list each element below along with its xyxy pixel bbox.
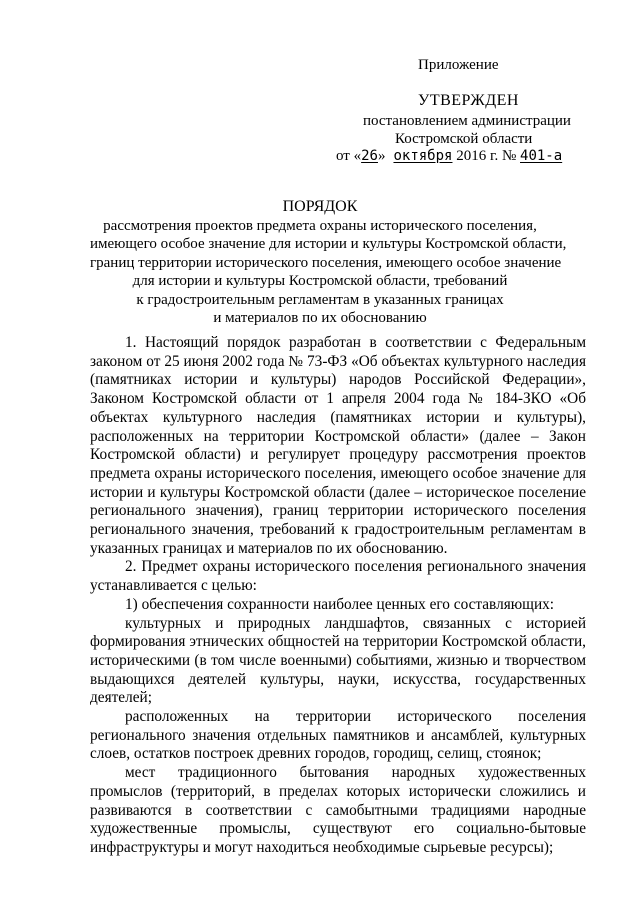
document-subtitle [90,217,567,328]
paragraph-2-subitem-monuments: расположенных на территории исторического поселения регионального значения отдельных памятников и ансамблей, культурных слоев, остатков построек древних городов, городищ, селищ, стоянок; [90,708,586,763]
paragraph-2-subitem-crafts: мест традиционного бытования народных художественных промыслов (территорий, в пределах которых исторически сложились и развиваются в соответствии с самобытными традициями народные художественные промыслы, существуют его социально-бытовые инфраструктуры и могут находиться необходимые сырьевые ресурсы); [90,764,586,856]
paragraph-2: 2. Предмет охраны исторического поселения регионального значения устанавливается с целью: [90,558,586,595]
date-day: 26 [361,148,378,164]
approval-region: Костромской области [395,131,533,147]
document-body [90,334,586,858]
approval-date-line [336,148,562,165]
subtitle-line: имеющего особое значение для истории и культуры Костромской области, [90,236,567,252]
document-number: 401-а [520,148,563,164]
approval-status: УТВЕРЖДЕН [418,92,519,109]
paragraph-2-item-1: 1) обеспечения сохранности наиболее ценных его составляющих: [125,595,555,613]
date-mid: » [377,148,386,164]
document-title-block [90,198,567,328]
date-month: октября [393,148,453,164]
date-prefix: от « [336,148,362,164]
document-title: ПОРЯДОК [282,198,358,215]
appendix-label: Приложение [418,57,499,73]
subtitle-line: рассмотрения проектов предмета охраны исторического поселения, [103,217,537,234]
date-year: 2016 г. № [456,148,517,164]
subtitle-line: и материалов по их обоснованию [213,310,427,326]
paragraph-1: 1. Настоящий порядок разработан в соответствии с Федеральным законом от 25 июня 2002 года № 73-ФЗ «Об объектах культурного наследия (памятниках истории и культуры) народов Российской Федерации», Законом Костромской области от 1 апреля 2004 года № 184-ЗКО «Об объектах культурного наследия (памятниках истории и культуры), расположенных на территории Костромской области» (далее – Закон Костромской области) и регулирует процедуру рассмотрения проектов предмета охраны исторического поселения, имеющего особое значение для истории и культуры Костромской области (далее – историческое поселение регионального значения), границ территории исторического поселения регионального значения, требований к градостроительным регламентам в указанных границах и материалов по их обоснованию. [90,334,586,557]
subtitle-line: границ территории исторического поселения, имеющего особое значение [90,254,562,271]
subtitle-line: для истории и культуры Костромской области, требований [132,273,508,289]
subtitle-line: к градостроительным регламентам в указанных границах [136,291,504,308]
approval-by: постановлением администрации [363,113,571,129]
paragraph-2-subitem-landscapes: культурных и природных ландшафтов, связанных с историей формирования этнических общностей на территории Костромской области, историческими (в том числе военными) событиями, жизнью и творчеством выдающихся деятелей культуры, науки, искусства, государственных деятелей; [90,614,586,707]
